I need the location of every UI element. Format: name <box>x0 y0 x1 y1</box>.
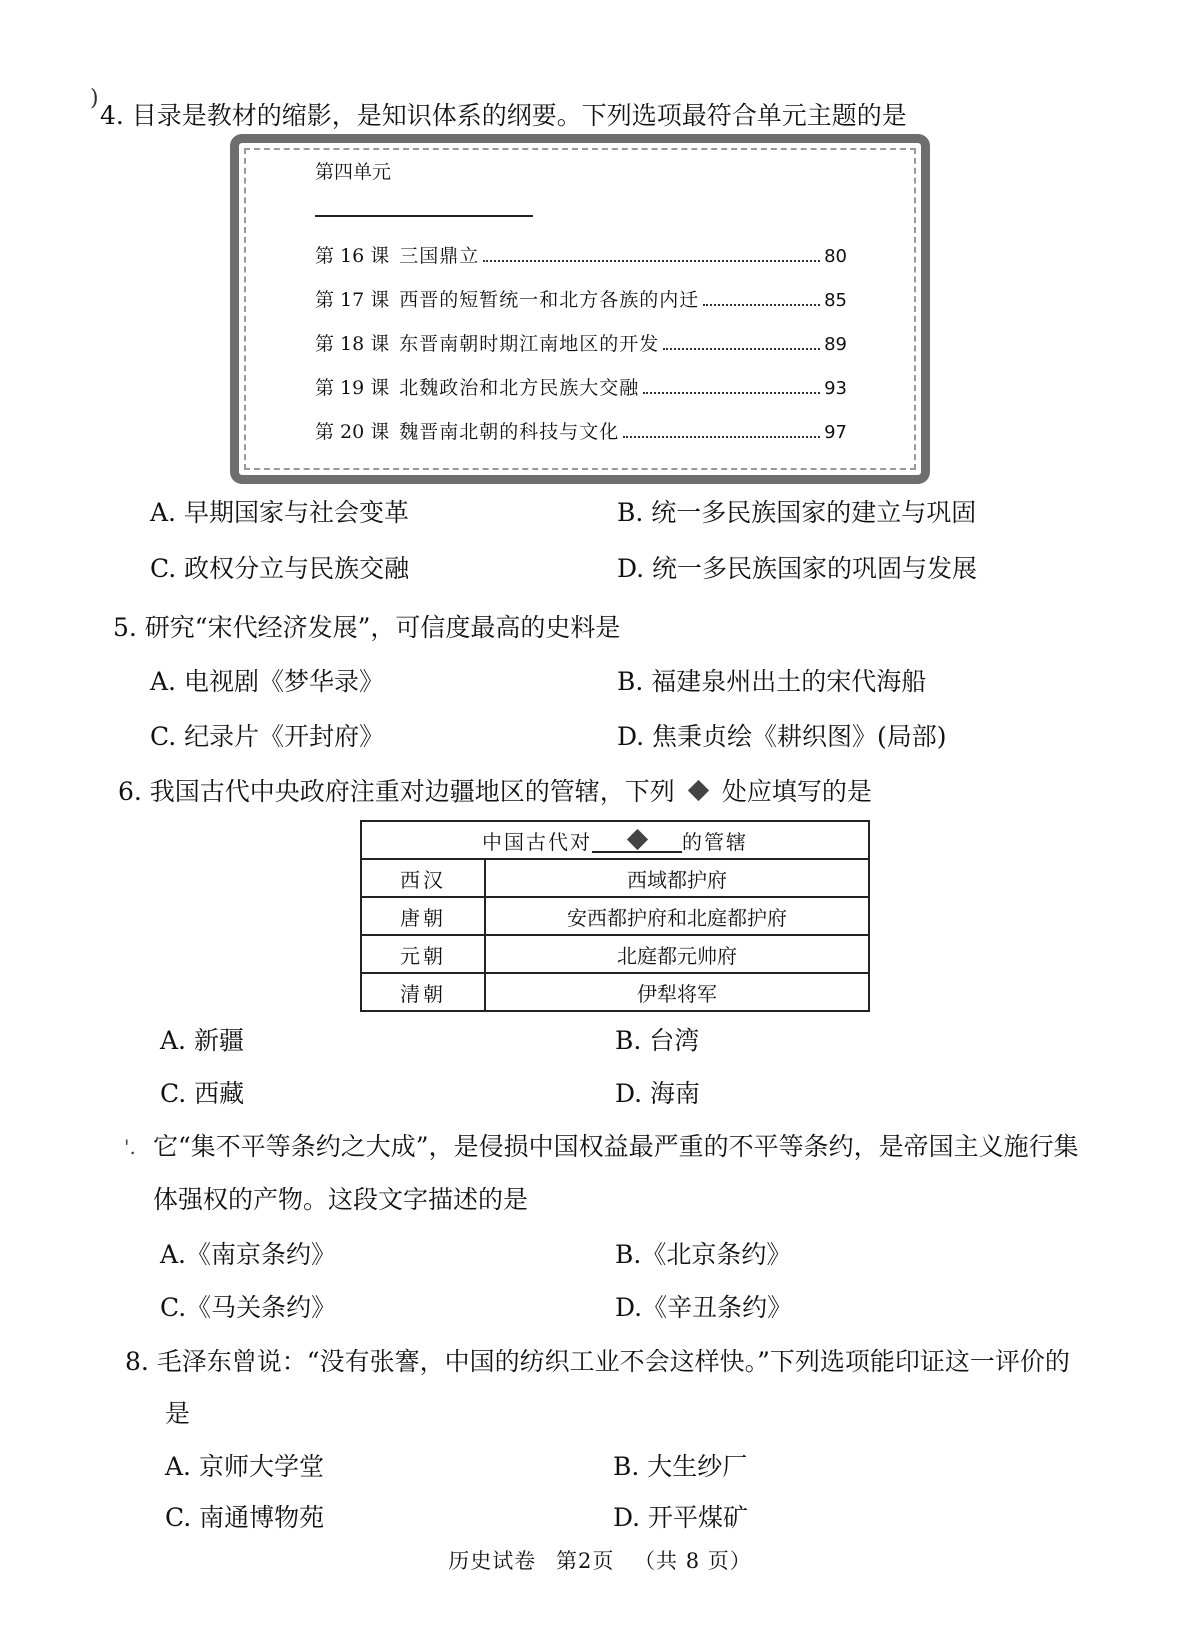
q6-stem-text: 6. 我国古代中央政府注重对边疆地区的管辖，下列 <box>118 777 675 806</box>
toc-lesson-num: 第 17 课 <box>315 289 390 311</box>
era-cell: 清朝 <box>361 973 485 1011</box>
footer-total: （共 8 页） <box>634 1549 752 1573</box>
q7-option-d[interactable]: D.《辛丑条约》 <box>615 1293 793 1322</box>
toc-lesson-title: 魏晋南北朝的科技与文化 <box>399 421 620 443</box>
q4-option-b[interactable]: B. 统一多民族国家的建立与巩固 <box>617 498 977 527</box>
table-row <box>361 859 869 897</box>
answer-blank <box>592 829 682 853</box>
q7-stem-line1: 它“集不平等条约之大成”，是侵损中国权益最严重的不平等条约，是帝国主义施行集 <box>153 1132 1079 1161</box>
q6-option-b[interactable]: B. 台湾 <box>615 1026 700 1055</box>
q8-option-d[interactable]: D. 开平煤矿 <box>613 1503 749 1532</box>
toc-page-number: 89 <box>824 334 847 355</box>
q4-option-a[interactable]: A. 早期国家与社会变革 <box>150 498 409 527</box>
toc-row <box>315 329 847 356</box>
q5-option-b[interactable]: B. 福建泉州出土的宋代海船 <box>617 667 927 696</box>
institution-cell: 北庭都元帅府 <box>485 935 869 973</box>
q5-option-a[interactable]: A. 电视剧《梦华录》 <box>150 667 384 696</box>
toc-lesson-num: 第 19 课 <box>315 377 390 399</box>
toc-lesson-num: 第 18 课 <box>315 333 390 355</box>
textbook-contents-box <box>230 134 930 484</box>
toc-lesson-title: 东晋南朝时期江南地区的开发 <box>399 333 660 355</box>
institution-cell: 伊犁将军 <box>485 973 869 1011</box>
q6-stem-text-end: 处应填写的是 <box>721 777 872 806</box>
toc-row <box>315 373 847 400</box>
table-row <box>361 973 869 1011</box>
table-header-row <box>361 821 869 859</box>
toc-lesson-title: 北魏政治和北方民族大交融 <box>399 377 640 399</box>
era-cell: 唐朝 <box>361 897 485 935</box>
toc-unit-title: 第四单元 <box>315 161 392 183</box>
institution-cell: 安西都护府和北庭都护府 <box>485 897 869 935</box>
toc-page-number: 93 <box>824 378 847 399</box>
q6-option-a[interactable]: A. 新疆 <box>160 1026 244 1055</box>
margin-mark: ) <box>90 86 99 111</box>
toc-leader-dots <box>703 290 820 306</box>
q4-option-c[interactable]: C. 政权分立与民族交融 <box>150 554 410 583</box>
governance-table <box>360 820 870 1012</box>
toc-leader-dots <box>663 334 820 350</box>
table-row <box>361 897 869 935</box>
table-caption-cell <box>361 821 869 859</box>
toc-lesson-title: 西晋的短暂统一和北方各族的内迁 <box>399 289 700 311</box>
diamond-icon <box>688 780 709 801</box>
q7-option-c[interactable]: C.《马关条约》 <box>160 1293 337 1322</box>
toc-row <box>315 241 847 268</box>
question-number-fragment: '. <box>124 1135 136 1159</box>
toc-lesson-num: 第 16 课 <box>315 245 390 267</box>
q4-option-d[interactable]: D. 统一多民族国家的巩固与发展 <box>617 554 978 583</box>
era-cell: 西汉 <box>361 859 485 897</box>
toc-leader-dots <box>643 378 820 394</box>
q8-option-b[interactable]: B. 大生纱厂 <box>613 1452 748 1481</box>
era-cell: 元朝 <box>361 935 485 973</box>
toc-lesson-num: 第 20 课 <box>315 421 390 443</box>
q8-option-a[interactable]: A. 京师大学堂 <box>165 1452 324 1481</box>
toc-page-number: 80 <box>824 246 847 267</box>
toc-page-number: 85 <box>824 290 847 311</box>
q6-option-c[interactable]: C. 西藏 <box>160 1079 245 1108</box>
toc-lesson-title: 三国鼎立 <box>399 245 480 267</box>
q5-option-d[interactable]: D. 焦秉贞绘《耕织图》(局部) <box>617 722 947 751</box>
toc-page-number: 97 <box>824 422 847 443</box>
diamond-icon <box>627 828 648 849</box>
toc-leader-dots <box>623 422 820 438</box>
toc-unit-blank <box>315 215 533 217</box>
q7-option-a[interactable]: A.《南京条约》 <box>160 1240 337 1269</box>
table-caption-end: 的管辖 <box>682 829 748 854</box>
institution-cell: 西域都护府 <box>485 859 869 897</box>
q8-stem-line2: 是 <box>165 1399 191 1428</box>
q7-option-b[interactable]: B.《北京条约》 <box>615 1240 792 1269</box>
q5-stem: 5. 研究“宋代经济发展”，可信度最高的史料是 <box>113 613 621 642</box>
toc-leader-dots <box>483 246 820 262</box>
table-row <box>361 935 869 973</box>
q7-stem-line2: 体强权的产物。这段文字描述的是 <box>153 1185 529 1214</box>
q8-option-c[interactable]: C. 南通博物苑 <box>165 1503 325 1532</box>
q6-stem <box>118 776 872 808</box>
q5-option-c[interactable]: C. 纪录片《开封府》 <box>150 722 385 751</box>
q6-option-d[interactable]: D. 海南 <box>615 1079 701 1108</box>
toc-row <box>315 417 847 444</box>
toc-row <box>315 285 847 312</box>
page-footer <box>0 1545 1200 1575</box>
footer-subject: 历史试卷 <box>448 1549 537 1573</box>
q4-stem: 4. 目录是教材的缩影，是知识体系的纲要。下列选项最符合单元主题的是 <box>100 101 907 130</box>
table-caption-start: 中国古代对 <box>482 829 592 854</box>
q8-stem-line1: 8. 毛泽东曾说：“没有张謇，中国的纺织工业不会这样快。”下列选项能印证这一评价的 <box>125 1347 1070 1376</box>
footer-page: 第2页 <box>555 1549 615 1573</box>
